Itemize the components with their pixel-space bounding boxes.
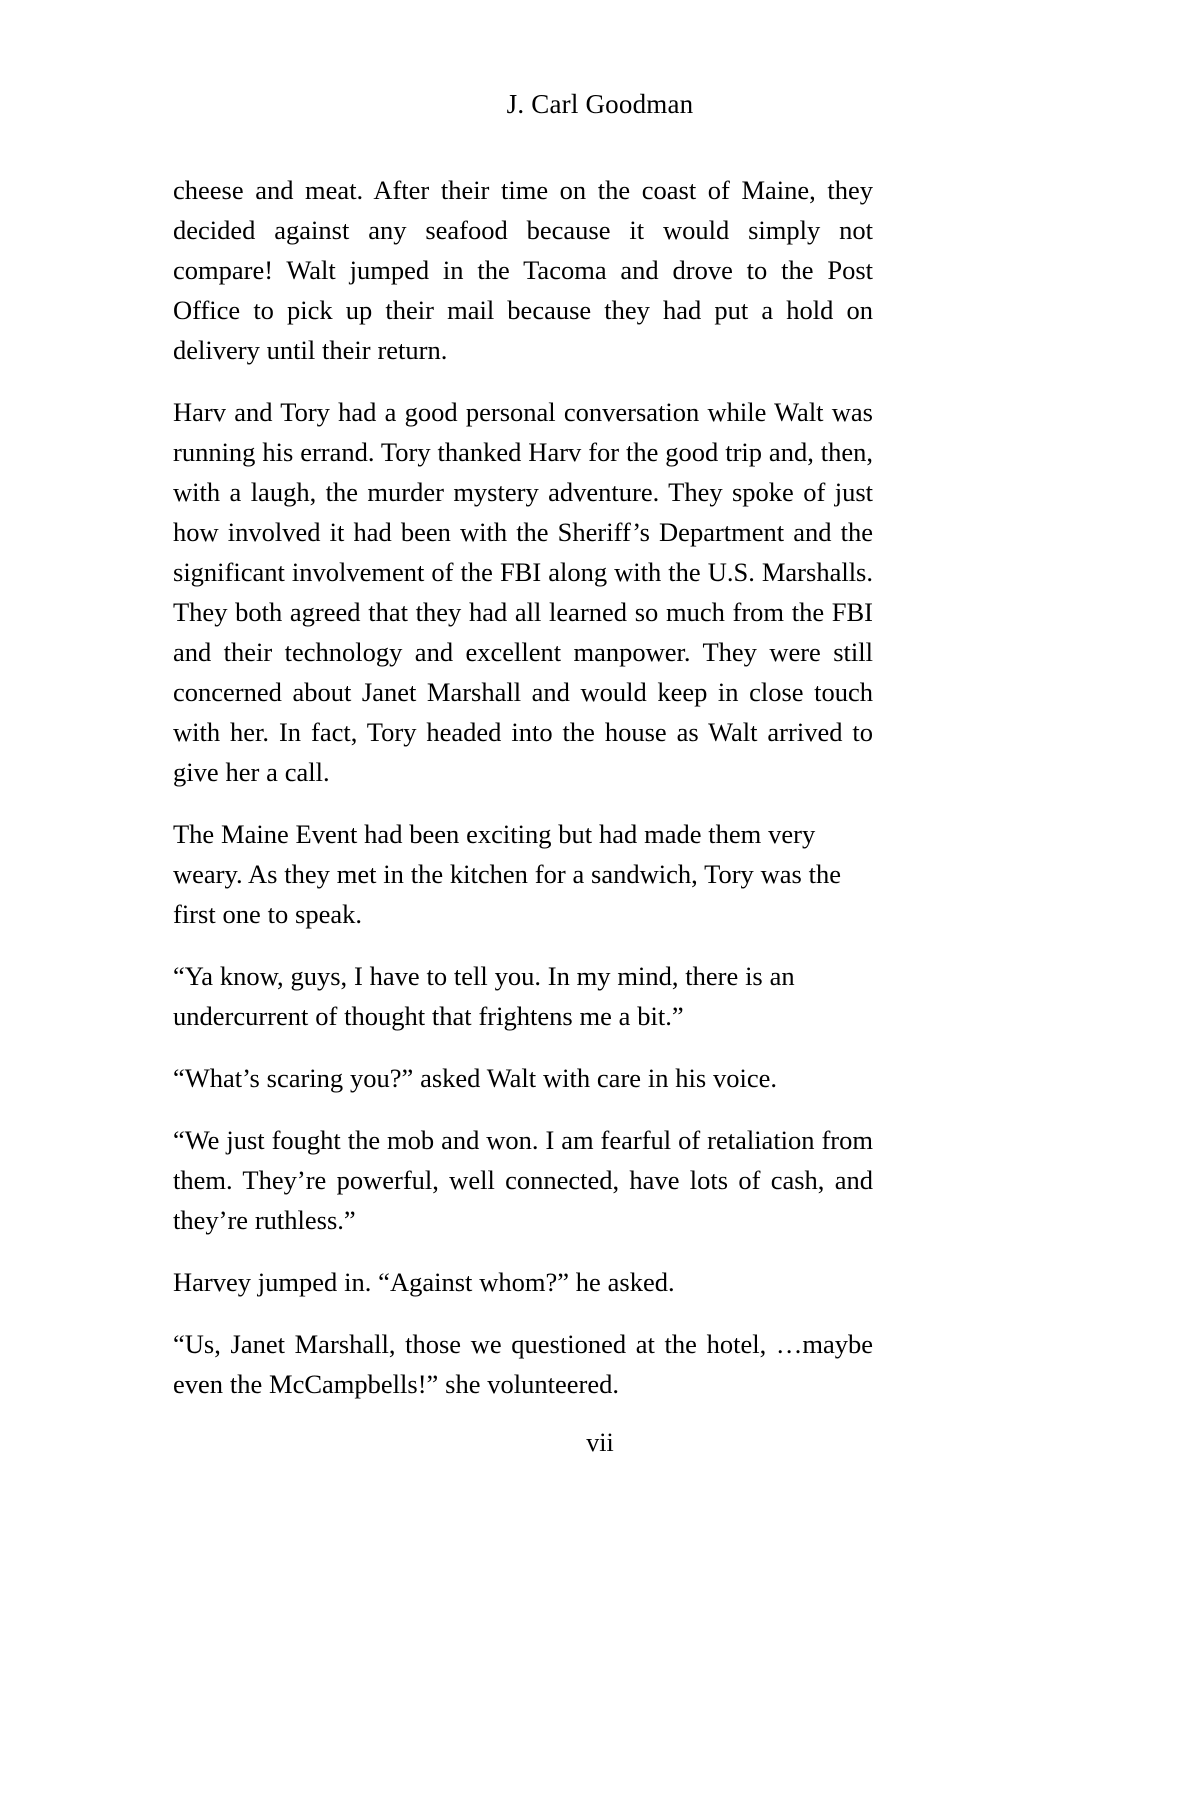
body-paragraph: Harvey jumped in. “Against whom?” he asked.	[173, 1267, 675, 1297]
body-paragraph: “Us, Janet Marshall, those we questioned at the hotel, …maybe even the McCampbells!” she volunteered.	[173, 1329, 873, 1399]
body-text-block	[173, 170, 873, 1404]
body-paragraph: “Ya know, guys, I have to tell you. In my mind, there is an undercurrent of thought that frightens me a bit.”	[173, 961, 795, 1031]
page-number: vii	[586, 1428, 614, 1457]
body-paragraph: cheese and meat. After their time on the coast of Maine, they decided against any seafood because it would simply not compare! Walt jumped in the Tacoma and drove to the Post Office to pick up their mail because they had put a hold on delivery until their return.	[173, 175, 873, 365]
running-head: J. Carl Goodman	[506, 89, 694, 119]
body-paragraph: Harv and Tory had a good personal conversation while Walt was running his errand. Tory thanked Harv for the good trip and, then, with a laugh, the murder mystery adventure. They spoke of just how involved it had been with the Sheriff’s Department and the significant involvement of the FBI along with the U.S. Marshalls. They both agreed that they had all learned so much from the FBI and their technology and excellent manpower. They were still concerned about Janet Marshall and would keep in close touch with her. In fact, Tory headed into the house as Walt arrived to give her a call.	[173, 397, 873, 787]
body-paragraph: “What’s scaring you?” asked Walt with care in his voice.	[173, 1063, 778, 1093]
body-paragraph: “We just fought the mob and won. I am fearful of retaliation from them. They’re powerful, well connected, have lots of cash, and they’re ruthless.”	[173, 1125, 873, 1235]
body-paragraph: The Maine Event had been exciting but had made them very weary. As they met in the kitchen for a sandwich, Tory was the first one to speak.	[173, 819, 842, 929]
